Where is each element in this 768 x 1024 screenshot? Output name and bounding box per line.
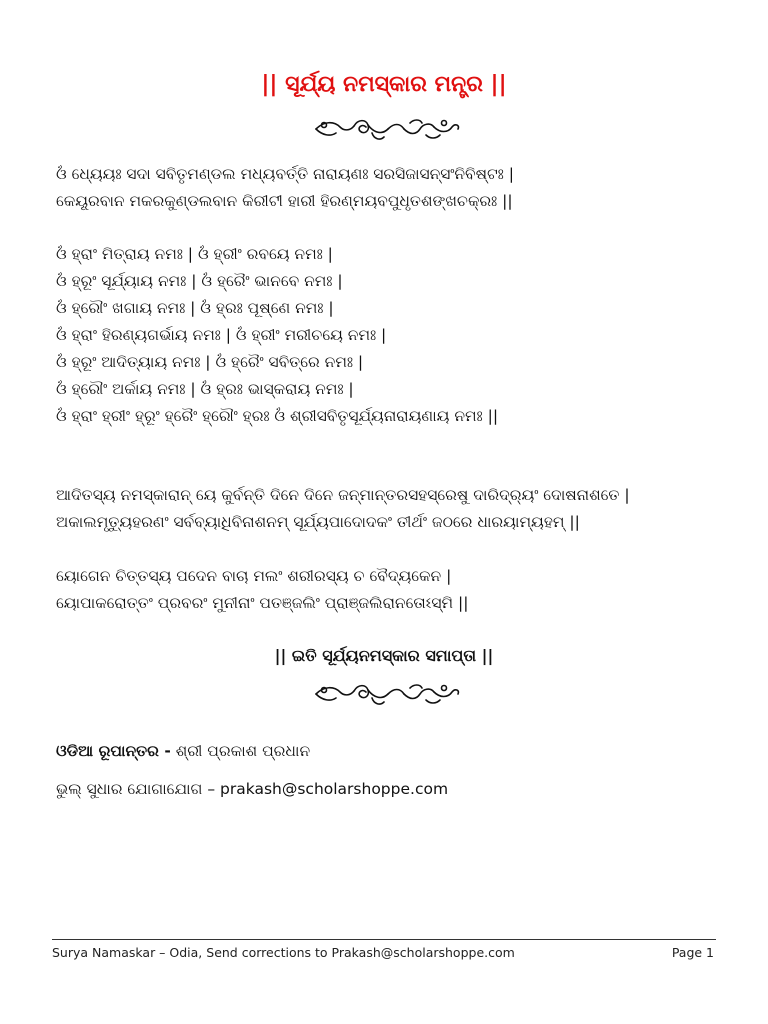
mantra-line: ଓଁ ହ୍ରୌଂ ଅର୍କାୟ ନମଃ | ଓଁ ହ୍ରଃ ଭାସ୍କରାୟ ନମଃ |: [56, 380, 354, 398]
credit-name: ଶ୍ରୀ ପ୍ରକାଶ ପ୍ରଧାନ: [175, 742, 311, 760]
dhyana-verse: [56, 161, 716, 215]
verse-line: କେୟୂରବାନ ମକରକୁଣ୍ଡଲବାନ କିରୀଟୀ ହାରୀ ହିରଣ୍ମୟବପୁଧୃତଶଙ୍ଖଚକ୍ରଃ ||: [56, 192, 513, 210]
verse-line: ଓଁ ଧ୍ୟେୟଃ ସଦା ସବିତୃମଣ୍ଡଲ ମଧ୍ୟବର୍ତ୍ତି ନାରାୟଣଃ ସରସିଜାସନ୍ସଂନିବିଷ୍ଟଃ |: [56, 165, 514, 183]
corrections-contact: [56, 780, 448, 799]
mantra-line: ଓଁ ହ୍ରୌଂ ଖଗାୟ ନମଃ | ଓଁ ହ୍ରଃ ପୂଷ୍ଣେ ନମଃ |: [56, 299, 334, 317]
credit-label: ଓଡିଆ ରୂପାନ୍ତର -: [56, 742, 171, 760]
page-number: Page 1: [671, 945, 714, 960]
footer-text: Surya Namaskar – Odia, Send corrections to Prakash@scholarshoppe.com: [52, 945, 515, 960]
translation-credit: [56, 742, 310, 761]
closing-line: || ଇତି ସୂର୍ଯ୍ୟନମସ୍କାର ସମାପ୍ତା ||: [274, 646, 494, 665]
footer-divider: [52, 939, 716, 940]
floral-divider-icon: [310, 678, 464, 710]
phala-verse: [56, 482, 716, 536]
contact-email[interactable]: prakash@scholarshoppe.com: [220, 780, 449, 798]
verse-line: ଆଦିତସ୍ୟ ନମସ୍କାରାନ୍ ୟେ କୁର୍ବନ୍ତି ଦିନେ ଦିନେ ଜନ୍ମାନ୍ତରସହସ୍ରେଷୁ ଦାରିଦ୍ର୍ୟଂ ଦୋଷନାଶତେ |: [56, 486, 630, 504]
mantra-list: [56, 241, 716, 430]
page-title: || ସୂର୍ଯ୍ୟ ନମସ୍କାର ମନ୍ତ୍ର ||: [261, 72, 507, 97]
verse-line: ୟୋପାକରୋତ୍ତଂ ପ୍ରବରଂ ମୁନୀନାଂ ପତଞ୍ଜଲିଂ ପ୍ରାଞ୍ଜଲିରାନତୋଽସ୍ମି ||: [56, 594, 469, 612]
mantra-line: ଓଁ ହ୍ରୂଂ ଆଦିତ୍ୟାୟ ନମଃ | ଓଁ ହ୍ରୈଂ ସବିତ୍ରେ ନମଃ |: [56, 353, 364, 371]
contact-label: ଭୁଲ୍ ସୁଧାର ଯୋଗାଯୋଗ –: [56, 780, 216, 798]
floral-divider-icon: [310, 113, 464, 145]
mantra-line: ଓଁ ହ୍ରାଂ ମିତ୍ରାୟ ନମଃ | ଓଁ ହ୍ରୀଂ ରବୟେ ନମଃ |: [56, 245, 333, 263]
mantra-line: ଓଁ ହ୍ରୂଂ ସୂର୍ଯ୍ୟାୟ ନମଃ | ଓଁ ହ୍ରୈଂ ଭାନବେ ନମଃ |: [56, 272, 343, 290]
mantra-line: ଓଁ ହ୍ରାଂ ହ୍ରୀଂ ହ୍ରୂଂ ହ୍ରୈଂ ହ୍ରୌଂ ହ୍ରଃ ଓଁ ଶ୍ରୀସବିତୃସୂର୍ଯ୍ୟନାରାୟଣାୟ ନମଃ ||: [56, 407, 499, 425]
mantra-line: ଓଁ ହ୍ରାଂ ହିରଣ୍ୟଗର୍ଭାୟ ନମଃ | ଓଁ ହ୍ରୀଂ ମରୀଚୟେ ନମଃ |: [56, 326, 387, 344]
verse-line: ଅକାଲମୃତ୍ୟୁହରଣଂ ସର୍ବବ୍ୟାଧିବିନାଶନମ୍ ସୂର୍ଯ୍ୟପାଦୋଦକଂ ତୀର୍ଥଂ ଜଠରେ ଧାରୟାମ୍ୟହମ୍ ||: [56, 513, 580, 531]
verse-line: ୟୋଗେନ ଚିତ୍ତସ୍ୟ ପଦେନ ବାଚା ମଲଂ ଶରୀରସ୍ୟ ଚ ବୈଦ୍ୟକେନ |: [56, 567, 452, 585]
patanjali-verse: [56, 563, 716, 617]
